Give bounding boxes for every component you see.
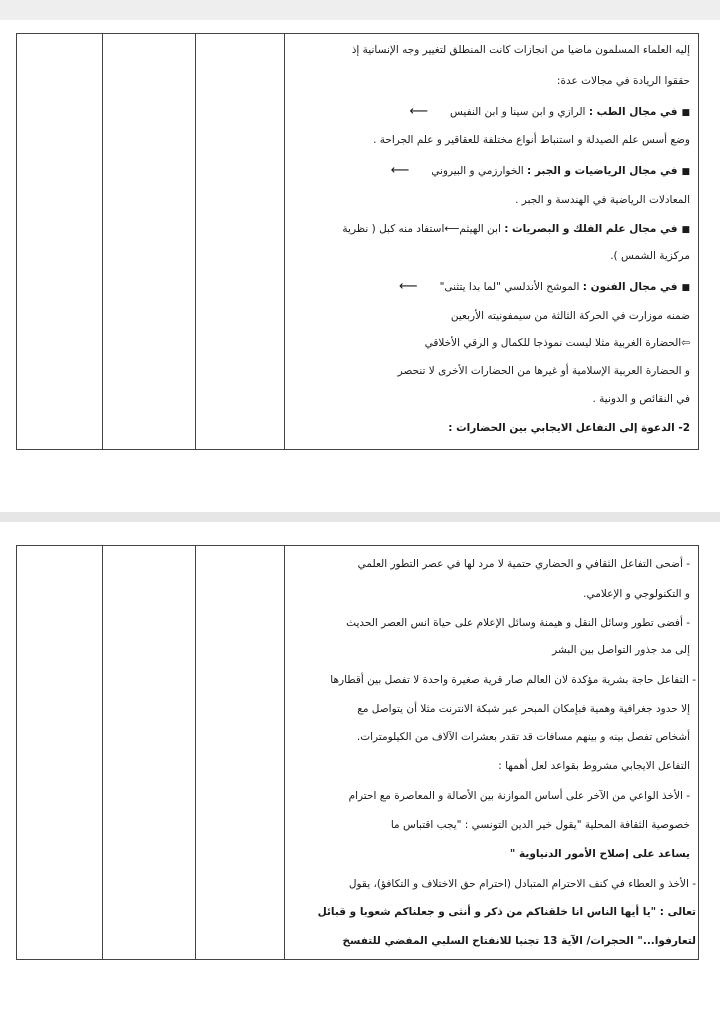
text-line: إلا حدود جغرافية وهمية فبإمكان المبحر عبر شبكة الانترنت مثلا أن يتواصل مع xyxy=(357,703,690,715)
text-line: - الأخذ الواعي من الآخر على أساس الموازنة بين الأصالة و المعاصرة مع احترام xyxy=(348,790,690,802)
quote-line: تعالى : "يا أيها الناس انا خلقناكم من ذكر و أنثى و جعلناكم شعوبا و قبائل xyxy=(317,906,696,918)
text-line: وضع أسس علم الصيدلة و استنباط أنواع مختلفة للعقاقير و علم الجراحة . xyxy=(373,134,690,146)
subheading: في مجال الطب : xyxy=(588,106,678,118)
bullet-icon: ■ xyxy=(681,225,690,235)
text-line: إلى مد جذور التواصل بين البشر xyxy=(552,644,690,656)
text-line: في النقائص و الدونية . xyxy=(592,393,690,405)
text-line: - الأخذ و العطاء في كنف الاحترام المتبادل (احترام حق الاختلاف و التكافؤ)، يقول xyxy=(348,878,696,890)
bullet-line-astronomy xyxy=(342,223,690,235)
bullet-icon: ■ xyxy=(681,108,690,118)
text-line: - أفضى تطور وسائل النقل و هيمنة وسائل الإعلام على حياة انس العصر الحديث xyxy=(346,617,690,629)
bullet-line-arts xyxy=(399,279,690,294)
text-line: أشخاص تفصل بينه و بينهم مسافات قد تقدر بعشرات الآلاف من الكيلومترات. xyxy=(356,731,690,743)
text-line: - التفاعل حاجة بشرية مؤكدة لان العالم صار قرية صغيرة واحدة لا تفصل بين أقطارها xyxy=(330,674,696,686)
text-line: ⇦الحضارة الغربية مثلا ليست نموذجا للكمال و الرقي الأخلاقي xyxy=(424,337,690,349)
bullet-line-math xyxy=(391,163,690,178)
text-line: و التكنولوجي و الإعلامي. xyxy=(583,588,690,600)
quote-line: يساعد على إصلاح الأمور الدنياوية " xyxy=(509,848,690,860)
text-line: خصوصية الثقافة المحلية "يقول خير الدين التونسي : "يجب اقتباس ما xyxy=(390,819,690,831)
page1-content xyxy=(285,34,698,449)
page1-table xyxy=(16,33,699,450)
text-line: مركزية الشمس ). xyxy=(610,250,690,262)
subheading: في مجال علم الفلك و البصريات : xyxy=(504,223,678,235)
arrow-left-icon: ⟵ xyxy=(390,163,410,178)
page2-content xyxy=(285,546,698,959)
top-band xyxy=(0,0,720,20)
text-line: إليه العلماء المسلمون ماضيا من انجازات كانت المنطلق لتغيير وجه الإنسانية إذ xyxy=(351,44,690,56)
page-separator xyxy=(0,512,720,522)
subheading: في مجال الفنون : xyxy=(582,281,678,293)
text-line: حققوا الريادة في مجالات عدة: xyxy=(556,75,690,87)
arrow-left-icon: ⟵ xyxy=(398,279,418,294)
text-span: الموشح الأندلسي "لما بدا يتثنى" xyxy=(439,281,583,293)
text-span: ابن الهيثم⟵استفاد منه كبل ( نظرية xyxy=(342,223,505,235)
text-line: المعادلات الرياضية في الهندسة و الجبر . xyxy=(515,194,690,206)
text-line: - أضحى التفاعل الثقافي و الحضاري حتمية لا مرد لها في عصر التطور العلمي xyxy=(357,558,690,570)
text-line: ضمنه موزارت في الحركة الثالثة من سيمفونيته الأربعين xyxy=(450,310,690,322)
subheading: في مجال الرياضيات و الجبر : xyxy=(527,165,678,177)
text-line: التفاعل الايجابي مشروط بقواعد لعل أهمها : xyxy=(498,760,690,772)
column-divider xyxy=(102,546,103,959)
text-span: الخوارزمي و البيروني xyxy=(431,165,528,177)
text-line: و الحضارة العربية الإسلامية أو غيرها من الحضارات الأخرى لا تنحصر xyxy=(397,365,690,377)
section-heading: 2- الدعوة إلى التفاعل الايجابي بين الحضارات : xyxy=(448,422,690,434)
bullet-icon: ■ xyxy=(681,283,690,293)
text-span: الرازي و ابن سينا و ابن النفيس xyxy=(450,106,589,118)
bullet-icon: ■ xyxy=(681,167,690,177)
arrow-left-icon: ⟵ xyxy=(409,104,429,119)
column-divider xyxy=(102,34,103,449)
column-divider xyxy=(195,546,196,959)
bullet-line-medicine xyxy=(409,104,690,119)
page2-table xyxy=(16,545,699,960)
quote-line: لتعارفوا..." الحجرات/ الآية 13 تجنبا للانفتاح السلبي المفضي للتفسخ xyxy=(342,935,696,947)
column-divider xyxy=(195,34,196,449)
